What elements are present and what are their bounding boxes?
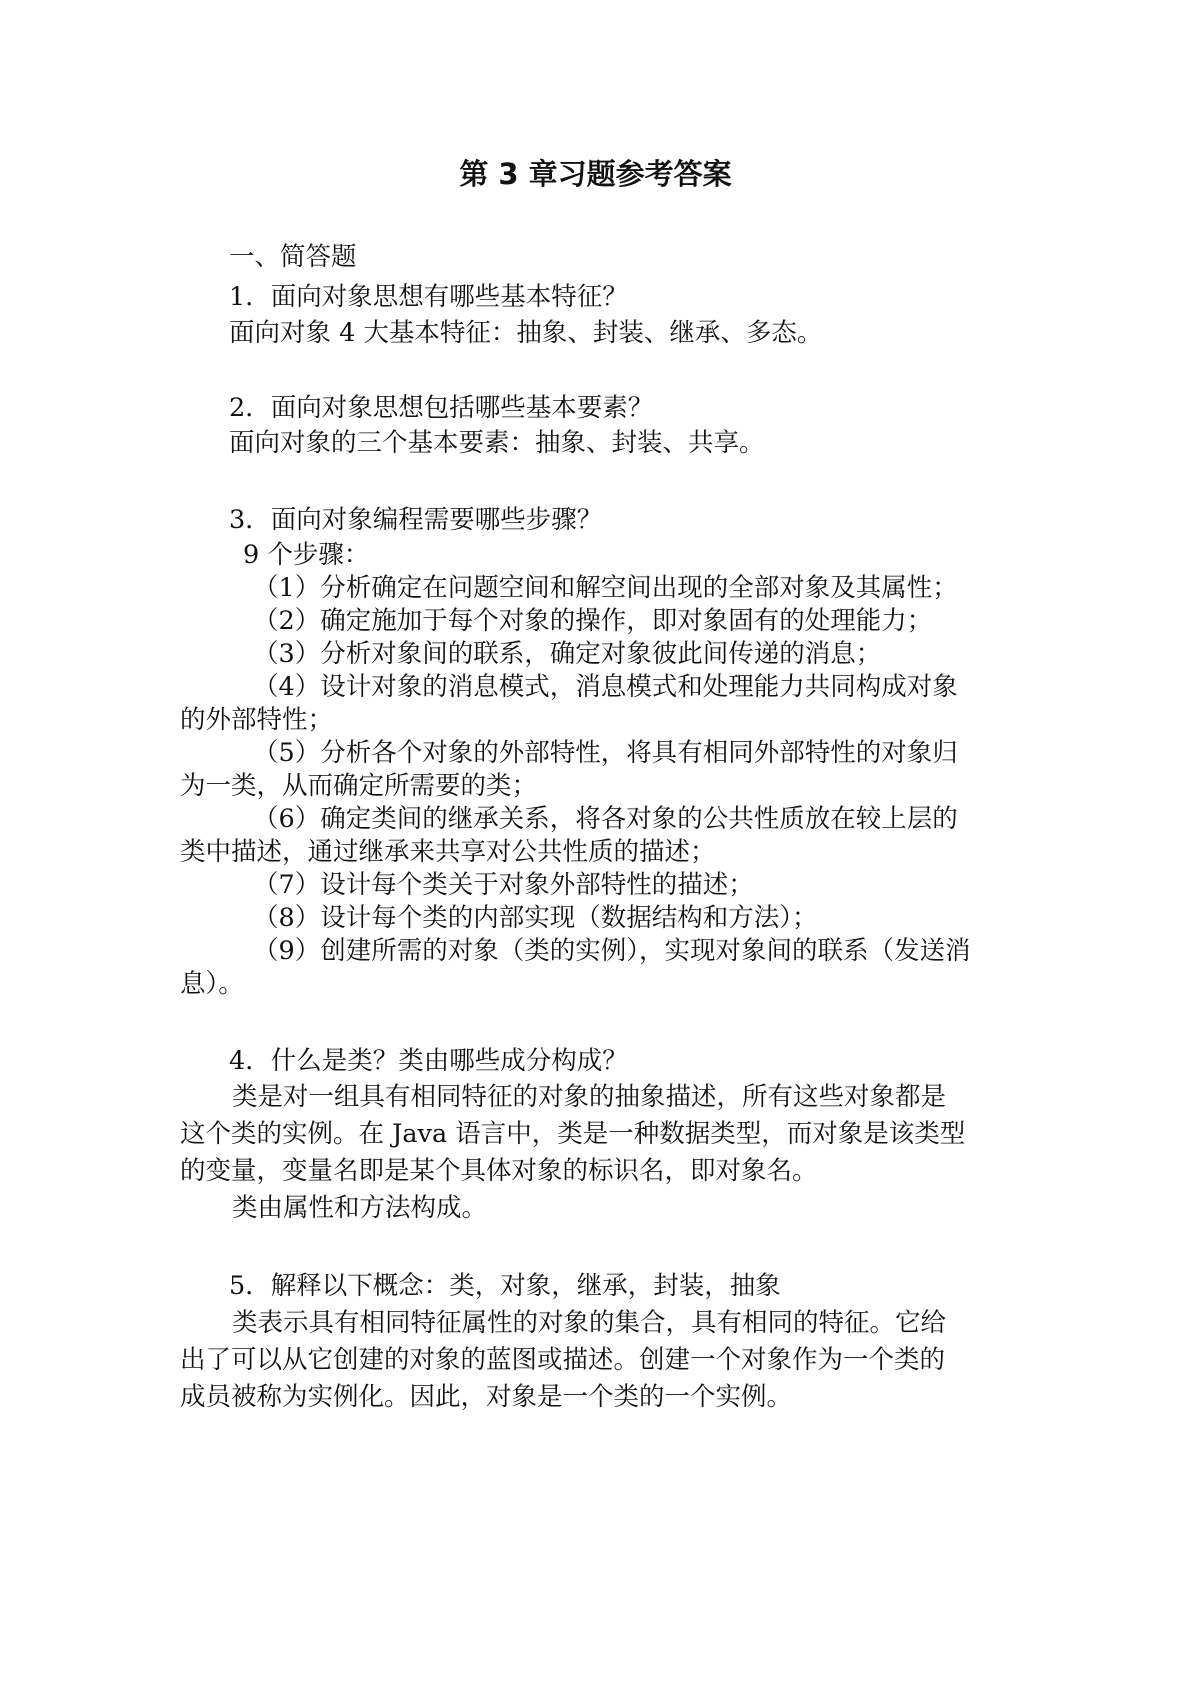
- step-4: （4）设计对象的消息模式，消息模式和处理能力共同构成对象: [253, 672, 958, 702]
- step-5-continued: 为一类，从而确定所需要的类；: [180, 771, 538, 801]
- question-5: 5．解释以下概念：类，对象，继承，封装，抽象: [229, 1271, 781, 1301]
- step-2: （2）确定施加于每个对象的操作，即对象固有的处理能力；: [253, 606, 933, 636]
- answer-5-line-1: 类表示具有相同特征属性的对象的集合，具有相同的特征。它给: [232, 1308, 947, 1338]
- step-9: （9）创建所需的对象（类的实例），实现对象间的联系（发送消: [253, 936, 971, 966]
- step-6-continued: 类中描述，通过继承来共享对公共性质的描述；: [180, 837, 716, 867]
- section-heading: 一、简答题: [229, 242, 357, 272]
- answer-5-line-3: 成员被称为实例化。因此，对象是一个类的一个实例。: [180, 1382, 793, 1412]
- page-title: 第 3 章习题参考答案: [459, 157, 732, 191]
- answer-2: 面向对象的三个基本要素：抽象、封装、共享。: [229, 428, 765, 458]
- answer-5-line-2: 出了可以从它创建的对象的蓝图或描述。创建一个对象作为一个类的: [180, 1345, 946, 1375]
- step-3: （3）分析对象间的联系，确定对象彼此间传递的消息；: [253, 639, 882, 669]
- step-1: （1）分析确定在问题空间和解空间出现的全部对象及其属性；: [253, 573, 958, 603]
- question-2: 2．面向对象思想包括哪些基本要素？: [229, 393, 654, 423]
- answer-4-line-2: 这个类的实例。在 Java 语言中，类是一种数据类型，而对象是该类型: [180, 1119, 966, 1149]
- step-4-continued: 的外部特性；: [180, 705, 334, 735]
- step-9-continued: 息）。: [180, 969, 244, 999]
- answer-4-line-3: 的变量，变量名即是某个具体对象的标识名，即对象名。: [180, 1156, 818, 1186]
- step-8: （8）设计每个类的内部实现（数据结构和方法）；: [253, 903, 818, 933]
- step-6: （6）确定类间的继承关系，将各对象的公共性质放在较上层的: [253, 804, 958, 834]
- question-4: 4．什么是类？类由哪些成分构成？: [229, 1046, 628, 1076]
- step-5: （5）分析各个对象的外部特性，将具有相同外部特性的对象归: [253, 738, 958, 768]
- question-1: 1．面向对象思想有哪些基本特征？: [229, 282, 628, 312]
- question-3: 3．面向对象编程需要哪些步骤？: [229, 505, 603, 535]
- answer-1: 面向对象 4 大基本特征：抽象、封装、继承、多态。: [229, 318, 823, 348]
- step-7: （7）设计每个类关于对象外部特性的描述；: [253, 870, 754, 900]
- answer-4-line-4: 类由属性和方法构成。: [232, 1193, 488, 1223]
- steps-intro: 9 个步骤：: [243, 540, 370, 570]
- answer-4-line-1: 类是对一组具有相同特征的对象的抽象描述，所有这些对象都是: [232, 1082, 947, 1112]
